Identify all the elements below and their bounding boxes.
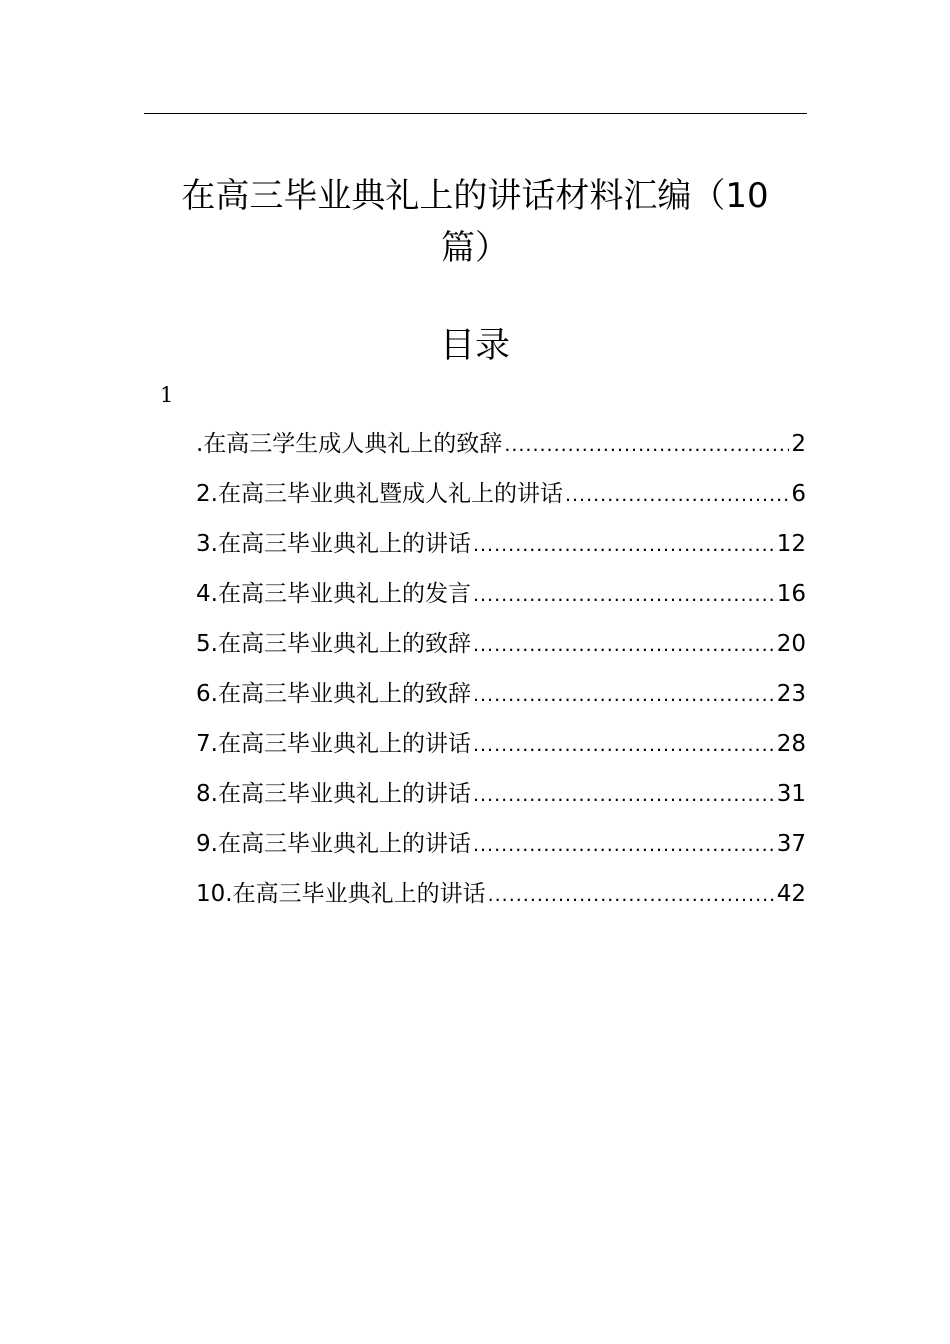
toc-entry-page: 20 [776,631,806,657]
toc-entry-label: 8.在高三毕业典礼上的讲话 [196,781,471,807]
toc-entry-page: 16 [776,581,806,607]
toc-entry[interactable] [196,624,806,674]
toc-entry[interactable] [196,724,806,774]
toc-entry-label: 7.在高三毕业典礼上的讲话 [196,731,471,757]
stray-list-number: 1 [160,383,174,407]
toc-dot-leader [473,525,775,565]
toc-dot-leader [473,675,775,715]
toc-entry-page: 12 [776,531,806,557]
toc-entry-page: 31 [776,781,806,807]
toc-dot-leader [473,725,775,765]
toc-dot-leader [504,425,789,465]
toc-heading: 目录 [439,326,510,366]
toc-entry-page: 37 [776,831,806,857]
toc-entry-label: 9.在高三毕业典礼上的讲话 [196,831,471,857]
toc-entry[interactable] [196,824,806,874]
toc-entry[interactable] [196,774,806,824]
toc-entry-label: 6.在高三毕业典礼上的致辞 [196,681,471,707]
toc-entry-page: 6 [791,481,806,507]
toc-entry[interactable] [196,874,806,924]
toc-entry[interactable] [196,674,806,724]
toc-entry[interactable] [196,424,806,474]
toc-dot-leader [565,475,789,515]
toc-entry-page: 28 [776,731,806,757]
toc-entry-label: 5.在高三毕业典礼上的致辞 [196,631,471,657]
toc-dot-leader [473,825,775,865]
table-of-contents [196,424,806,924]
toc-entry-page: 42 [776,881,806,907]
header-rule [144,113,807,114]
toc-entry[interactable] [196,474,806,524]
toc-entry-label: 3.在高三毕业典礼上的讲话 [196,531,471,557]
toc-dot-leader [473,775,775,815]
toc-entry-label: .在高三学生成人典礼上的致辞 [196,431,503,457]
toc-entry[interactable] [196,574,806,624]
toc-entry-page: 2 [791,431,806,457]
toc-entry-label: 10.在高三毕业典礼上的讲话 [196,881,486,907]
document-title: 在高三毕业典礼上的讲话材料汇编（10篇） [181,176,769,268]
toc-entry[interactable] [196,524,806,574]
toc-dot-leader [488,875,775,915]
toc-entry-page: 23 [776,681,806,707]
toc-entry-label: 2.在高三毕业典礼暨成人礼上的讲话 [196,481,563,507]
toc-dot-leader [473,625,775,665]
toc-dot-leader [473,575,775,615]
toc-entry-label: 4.在高三毕业典礼上的发言 [196,581,471,607]
